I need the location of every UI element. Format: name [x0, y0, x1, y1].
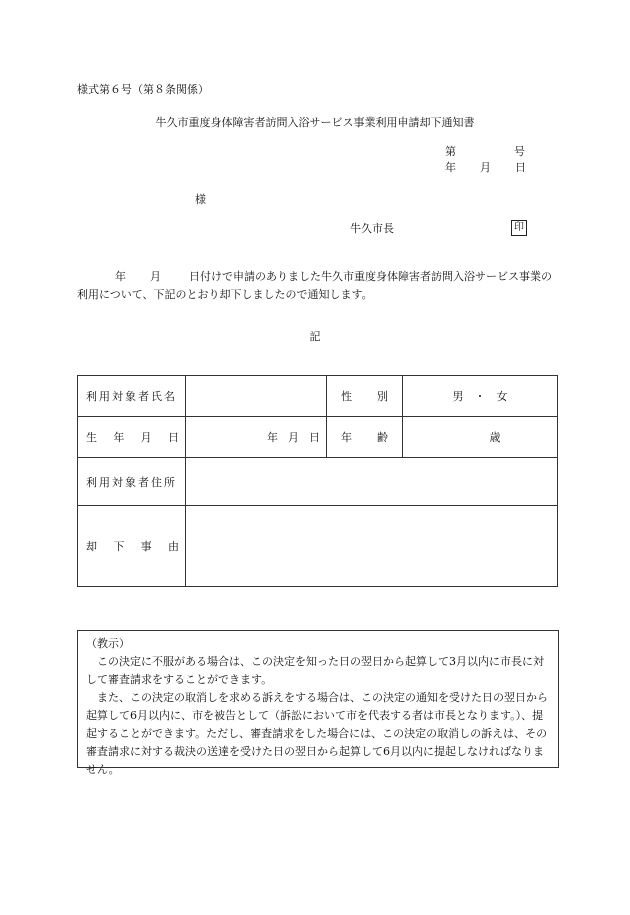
body-year: 年: [115, 270, 126, 283]
notice-paragraph-1: この決定に不服がある場合は、この決定を知った日の翌日から起算して3月以内に市長に対して審査請求をすることができます。: [86, 655, 544, 686]
body-text: 日付けで申請のありました牛久市重度身体障害者訪問入浴サービス事業の利用について、下記のとおり却下しましたので通知します。: [77, 270, 552, 301]
table-row-name: [78, 376, 558, 417]
ki-heading: 記: [309, 330, 321, 343]
sex-value: 男 ・ 女: [403, 376, 558, 417]
age-label: 年 齢: [327, 417, 403, 458]
reason-label: 却 下 事 由: [78, 506, 186, 587]
notice-heading: （教示）: [86, 637, 130, 650]
notice-paragraph-2: また、この決定の取消しを求める訴えをする場合は、この決定の通知を受けた日の翌日から起算して6月以内に、市を被告として（訴訟において市を代表する者は市長となります。）、提起することができます。ただし、審査請求をした場合には、この決定の取消しの訴えは、その審査請求に対する裁決の送達を受けた日の翌日から起算して6月以内に提起しなければなりません。: [86, 691, 548, 776]
table-row-address: [78, 458, 558, 506]
date-year: 年: [445, 161, 456, 174]
table-row-reason: [78, 506, 558, 587]
date-day: 日: [515, 161, 526, 174]
seal-mark: 印: [511, 220, 527, 236]
appeal-notice-box: [77, 630, 559, 776]
table-row-birth: [78, 417, 558, 458]
notification-body: [77, 268, 562, 304]
issuer-name: 牛久市長: [350, 222, 394, 235]
number-suffix: 号: [514, 145, 525, 158]
name-label: 利用対象者氏名: [78, 376, 186, 417]
birth-date-value: 年 月 日: [186, 417, 327, 458]
addressee-suffix: 様: [195, 193, 206, 206]
issue-date-line: [445, 162, 526, 173]
document-number-line: [445, 146, 525, 157]
address-value-cell: [186, 458, 558, 506]
age-value: 歳: [403, 417, 558, 458]
name-value-cell: [186, 376, 327, 417]
reason-value-cell: [186, 506, 558, 587]
date-month: 月: [480, 161, 491, 174]
form-number: 様式第６号（第８条関係）: [77, 83, 209, 96]
birth-label: 生 年 月 日: [78, 417, 186, 458]
applicant-info-table: [77, 375, 558, 587]
sex-label: 性 別: [327, 376, 403, 417]
address-label: 利用対象者住所: [78, 458, 186, 506]
document-title: 牛久市重度身体障害者訪問入浴サービス事業利用申請却下通知書: [155, 116, 475, 129]
body-month: 月: [150, 270, 161, 283]
number-prefix: 第: [445, 145, 456, 158]
